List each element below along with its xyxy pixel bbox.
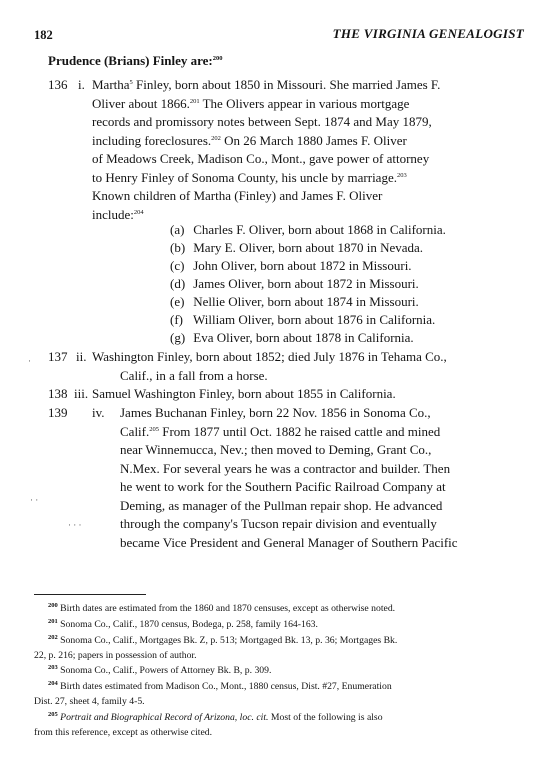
child-item: (a) Charles F. Oliver, born about 1868 in California. — [170, 222, 446, 237]
page-number: 182 — [34, 28, 53, 42]
entry-line: Martha$^5$ Finley, born about 1850 in Missouri. She married James F. — [92, 77, 441, 92]
entry-line: through the company's Tucson repair division and eventually — [120, 516, 437, 531]
scan-speck: · · · — [68, 520, 82, 530]
intro-line: Prudence (Brians) Finley are:$^{200}$ — [48, 53, 223, 68]
footnote-204: $^{204}$ Birth dates estimated from Madison Co., Mont., 1880 census, Dist. #27, Enumeration Dist. 27, sheet 4, family 4-5. — [34, 680, 392, 707]
entry-ordinal: iv. — [92, 405, 105, 420]
footnote-202: $^{202}$ Sonoma Co., Calif., Mortgages Bk. Z, p. 513; Mortgaged Bk. 13, p. 36; Mortgages Bk. 22, p. 216; papers in possession of author. — [34, 634, 398, 661]
entry-line: Samuel Washington Finley, born about 1855 in California. — [92, 386, 396, 401]
scan-speck: · — [28, 356, 31, 366]
entry-number: 138 — [48, 386, 68, 401]
child-item: (f) William Oliver, born about 1876 in California. — [170, 312, 436, 327]
child-item: (c) John Oliver, born about 1872 in Missouri. — [170, 258, 412, 273]
scan-speck: · · — [30, 495, 39, 505]
entry-line: to Henry Finley of Sonoma County, his uncle by marriage.$^{203}$ — [92, 169, 407, 185]
entry-ordinal: iii. — [74, 386, 89, 401]
entry-line: of Meadows Creek, Madison Co., Mont., gave power of attorney — [92, 151, 430, 166]
entry-line: records and promissory notes between Sept. 1874 and May 1879, — [92, 114, 432, 129]
running-header-title: THE VIRGINIA GENEALOGIST — [332, 26, 524, 41]
footnote-201: $^{201}$ Sonoma Co., Calif., 1870 census, Bodega, p. 258, family 164-163. — [48, 618, 318, 630]
entry-line: Oliver about 1866.$^{201}$ The Olivers appear in various mortgage — [92, 95, 410, 111]
entry-number: 136 — [48, 77, 68, 92]
entry-line: Washington Finley, born about 1852; died July 1876 in Tehama Co., — [92, 349, 447, 364]
entry-line: include:$^{204}$ — [92, 206, 144, 222]
entry-line: James Buchanan Finley, born 22 Nov. 1856 in Sonoma Co., — [120, 405, 431, 420]
entry-line: he went to work for the Southern Pacific Railroad Company at — [120, 479, 446, 494]
child-item: (e) Nellie Oliver, born about 1874 in Missouri. — [170, 294, 419, 309]
entry-line: Known children of Martha (Finley) and James F. Oliver — [92, 188, 383, 203]
child-item: (g) Eva Oliver, born about 1878 in California. — [170, 330, 414, 345]
footnote-rule — [34, 594, 146, 595]
child-item: (d) James Oliver, born about 1872 in Missouri. — [170, 276, 419, 291]
entry-ordinal: ii. — [76, 349, 87, 364]
entry-line: including foreclosures.$^{202}$ On 26 March 1880 James F. Oliver — [92, 132, 407, 148]
entry-line: Calif.$^{205}$ From 1877 until Oct. 1882 he raised cattle and mined — [120, 423, 441, 439]
footnote-200: $^{200}$ Birth dates are estimated from the 1860 and 1870 censuses, except as otherwise noted. — [48, 602, 396, 614]
entry-ordinal: i. — [78, 77, 85, 92]
entry-line: near Winnemucca, Nev.; then moved to Deming, Grant Co., — [120, 442, 432, 457]
child-item: (b) Mary E. Oliver, born about 1870 in Nevada. — [170, 240, 424, 255]
entry-line: Deming, as manager of the Pullman repair shop. He advanced — [120, 497, 443, 513]
footnote-203: $^{203}$ Sonoma Co., Calif., Powers of Attorney Bk. B, p. 309. — [48, 664, 272, 676]
entry-line: became Vice President and General Manager of Southern Pacific — [120, 534, 458, 550]
entry-number: 137 — [48, 349, 68, 364]
entry-number: 139 — [48, 405, 68, 420]
entry-line: N.Mex. For several years he was a contractor and builder. Then — [120, 460, 451, 476]
footnote-205: $^{205}$ Portrait and Biographical Record of Arizona, loc. cit. Most of the following is also from this reference, except as otherwise cited. — [34, 711, 383, 738]
entry-line: Calif., in a fall from a horse. — [120, 367, 268, 383]
